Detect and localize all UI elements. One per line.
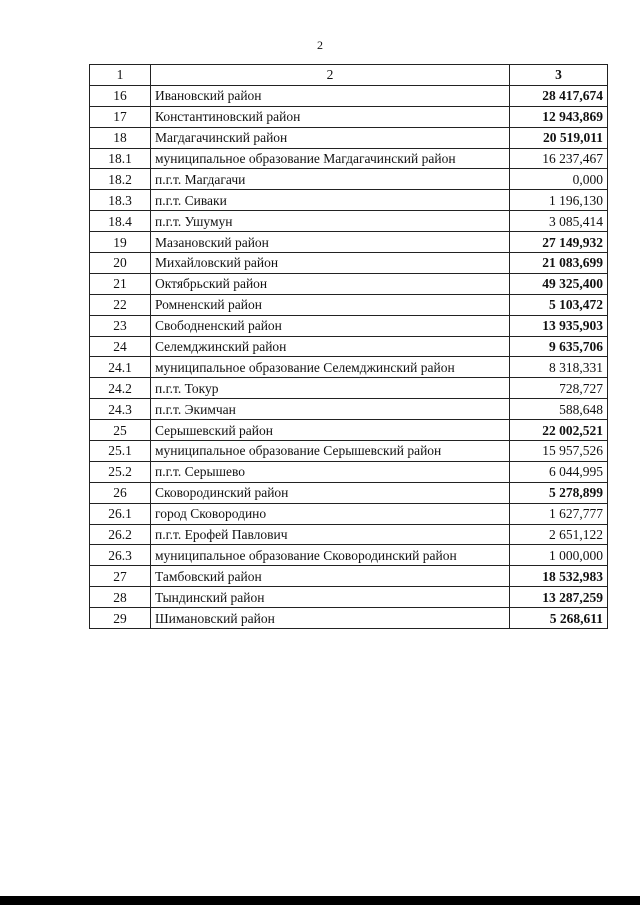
- row-number-cell: 18.4: [90, 211, 151, 232]
- row-value-cell: 3 085,414: [510, 211, 608, 232]
- table-row: [90, 148, 608, 169]
- row-number-cell: 17: [90, 106, 151, 127]
- row-value-cell: 588,648: [510, 399, 608, 420]
- table-row: [90, 211, 608, 232]
- row-value-cell: 13 287,259: [510, 587, 608, 608]
- row-number-cell: 22: [90, 294, 151, 315]
- table-row: [90, 461, 608, 482]
- header-col-1: 1: [90, 65, 151, 86]
- row-value-cell: 18 532,983: [510, 566, 608, 587]
- page-number: 2: [317, 38, 323, 52]
- row-number-cell: 29: [90, 608, 151, 629]
- row-name-cell: п.г.т. Магдагачи: [151, 169, 510, 190]
- table-row: [90, 127, 608, 148]
- header-col-2: 2: [151, 65, 510, 86]
- row-value-cell: 1 627,777: [510, 503, 608, 524]
- row-number-cell: 25.1: [90, 441, 151, 462]
- row-number-cell: 26.2: [90, 524, 151, 545]
- row-value-cell: 12 943,869: [510, 106, 608, 127]
- row-value-cell: 9 635,706: [510, 336, 608, 357]
- row-name-cell: Селемджинский район: [151, 336, 510, 357]
- row-name-cell: город Сковородино: [151, 503, 510, 524]
- table-row: [90, 378, 608, 399]
- table-row: [90, 608, 608, 629]
- row-value-cell: 21 083,699: [510, 253, 608, 274]
- table-header-row: [90, 65, 608, 86]
- table-row: [90, 85, 608, 106]
- row-name-cell: Октябрьский район: [151, 273, 510, 294]
- row-value-cell: 13 935,903: [510, 315, 608, 336]
- table-row: [90, 503, 608, 524]
- table-row: [90, 399, 608, 420]
- table-row: [90, 441, 608, 462]
- data-table: [89, 64, 608, 629]
- row-number-cell: 21: [90, 273, 151, 294]
- row-number-cell: 23: [90, 315, 151, 336]
- row-value-cell: 16 237,467: [510, 148, 608, 169]
- row-value-cell: 728,727: [510, 378, 608, 399]
- row-value-cell: 2 651,122: [510, 524, 608, 545]
- row-number-cell: 18.1: [90, 148, 151, 169]
- table-row: [90, 253, 608, 274]
- row-number-cell: 19: [90, 232, 151, 253]
- row-number-cell: 20: [90, 253, 151, 274]
- row-number-cell: 24.3: [90, 399, 151, 420]
- table-row: [90, 357, 608, 378]
- row-number-cell: 18.2: [90, 169, 151, 190]
- row-name-cell: Ромненский район: [151, 294, 510, 315]
- row-name-cell: муниципальное образование Сковородинский район: [151, 545, 510, 566]
- row-name-cell: Шимановский район: [151, 608, 510, 629]
- row-name-cell: п.г.т. Сиваки: [151, 190, 510, 211]
- row-number-cell: 24.2: [90, 378, 151, 399]
- row-name-cell: п.г.т. Токур: [151, 378, 510, 399]
- row-name-cell: Михайловский район: [151, 253, 510, 274]
- row-number-cell: 18.3: [90, 190, 151, 211]
- row-name-cell: п.г.т. Ерофей Павлович: [151, 524, 510, 545]
- row-value-cell: 6 044,995: [510, 461, 608, 482]
- row-name-cell: Свободненский район: [151, 315, 510, 336]
- table-row: [90, 420, 608, 441]
- row-value-cell: 15 957,526: [510, 441, 608, 462]
- table-row: [90, 232, 608, 253]
- row-name-cell: п.г.т. Серышево: [151, 461, 510, 482]
- row-name-cell: Мазановский район: [151, 232, 510, 253]
- table-row: [90, 545, 608, 566]
- row-name-cell: Тамбовский район: [151, 566, 510, 587]
- row-value-cell: 5 103,472: [510, 294, 608, 315]
- table-row: [90, 315, 608, 336]
- row-number-cell: 25: [90, 420, 151, 441]
- row-value-cell: 8 318,331: [510, 357, 608, 378]
- row-number-cell: 26.1: [90, 503, 151, 524]
- table-body: [90, 65, 608, 629]
- table-row: [90, 294, 608, 315]
- row-number-cell: 26: [90, 482, 151, 503]
- row-name-cell: п.г.т. Экимчан: [151, 399, 510, 420]
- row-name-cell: Ивановский район: [151, 85, 510, 106]
- scan-edge-bar: [0, 896, 640, 905]
- row-name-cell: п.г.т. Ушумун: [151, 211, 510, 232]
- row-value-cell: 20 519,011: [510, 127, 608, 148]
- table-row: [90, 169, 608, 190]
- row-number-cell: 25.2: [90, 461, 151, 482]
- row-value-cell: 28 417,674: [510, 85, 608, 106]
- table-row: [90, 190, 608, 211]
- row-number-cell: 24.1: [90, 357, 151, 378]
- table-row: [90, 336, 608, 357]
- row-number-cell: 24: [90, 336, 151, 357]
- row-number-cell: 27: [90, 566, 151, 587]
- row-value-cell: 22 002,521: [510, 420, 608, 441]
- row-name-cell: Сковородинский район: [151, 482, 510, 503]
- row-name-cell: Серышевский район: [151, 420, 510, 441]
- row-name-cell: Константиновский район: [151, 106, 510, 127]
- row-number-cell: 28: [90, 587, 151, 608]
- table-row: [90, 106, 608, 127]
- row-value-cell: 0,000: [510, 169, 608, 190]
- table-row: [90, 482, 608, 503]
- row-number-cell: 26.3: [90, 545, 151, 566]
- table-row: [90, 273, 608, 294]
- row-name-cell: муниципальное образование Магдагачинский район: [151, 148, 510, 169]
- row-value-cell: 5 278,899: [510, 482, 608, 503]
- row-value-cell: 1 000,000: [510, 545, 608, 566]
- row-number-cell: 16: [90, 85, 151, 106]
- row-name-cell: Магдагачинский район: [151, 127, 510, 148]
- table-row: [90, 566, 608, 587]
- row-value-cell: 27 149,932: [510, 232, 608, 253]
- header-col-3: 3: [510, 65, 608, 86]
- row-name-cell: муниципальное образование Серышевский район: [151, 441, 510, 462]
- row-name-cell: Тындинский район: [151, 587, 510, 608]
- row-value-cell: 5 268,611: [510, 608, 608, 629]
- row-number-cell: 18: [90, 127, 151, 148]
- table-row: [90, 524, 608, 545]
- row-name-cell: муниципальное образование Селемджинский район: [151, 357, 510, 378]
- row-value-cell: 49 325,400: [510, 273, 608, 294]
- row-value-cell: 1 196,130: [510, 190, 608, 211]
- table-row: [90, 587, 608, 608]
